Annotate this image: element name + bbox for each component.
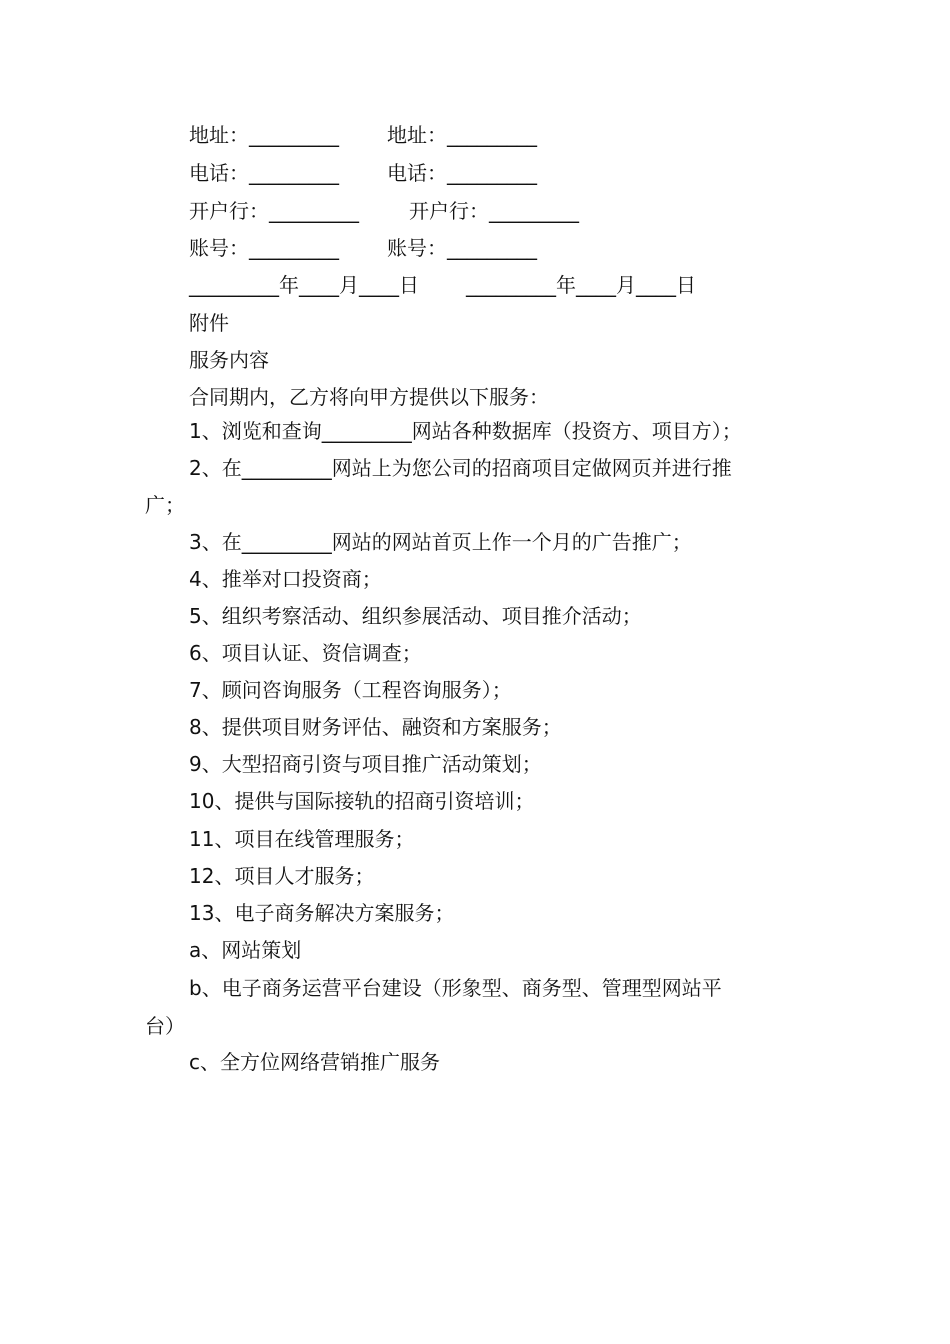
list-item: 9、大型招商引资与项目推广活动策划； [189, 752, 542, 776]
party-b-account: 账号：_________ [387, 236, 537, 260]
list-item-continuation: 广； [145, 493, 185, 517]
party-a-bank: 开户行：_________ [189, 199, 359, 223]
list-item: 11、项目在线管理服务； [189, 827, 415, 851]
list-item: 3、在_________网站的网站首页上作一个月的广告推广； [189, 530, 692, 554]
party-a-phone: 电话：_________ [189, 161, 339, 185]
list-item: 4、推举对口投资商； [189, 567, 382, 591]
list-item: 2、在_________网站上为您公司的招商项目定做网页并进行推 [189, 456, 732, 480]
list-item: a、网站策划 [189, 938, 302, 962]
appendix-subtitle: 服务内容 [189, 348, 269, 372]
list-item: 13、电子商务解决方案服务； [189, 901, 455, 925]
party-b-phone: 电话：_________ [387, 161, 537, 185]
party-a-address: 地址：_________ [189, 123, 339, 147]
party-a-date: _________年____月____日 [189, 273, 419, 297]
party-b-address: 地址：_________ [387, 123, 537, 147]
list-item: 1、浏览和查询_________网站各种数据库（投资方、项目方）； [189, 419, 742, 443]
party-b-date: _________年____月____日 [466, 273, 696, 297]
list-item: c、全方位网络营销推广服务 [189, 1050, 440, 1074]
list-item: 5、组织考察活动、组织参展活动、项目推介活动； [189, 604, 642, 628]
list-item-continuation: 台） [145, 1014, 185, 1038]
appendix-intro: 合同期内，乙方将向甲方提供以下服务： [189, 385, 549, 409]
list-item: 8、提供项目财务评估、融资和方案服务； [189, 715, 562, 739]
list-item: 12、项目人才服务； [189, 864, 375, 888]
party-b-bank: 开户行：_________ [409, 199, 579, 223]
list-item: 6、项目认证、资信调查； [189, 641, 422, 665]
list-item: b、电子商务运营平台建设（形象型、商务型、管理型网站平 [189, 976, 722, 1000]
list-item: 7、顾问咨询服务（工程咨询服务）； [189, 678, 512, 702]
list-item: 10、提供与国际接轨的招商引资培训； [189, 789, 535, 813]
party-a-account: 账号：_________ [189, 236, 339, 260]
appendix-title: 附件 [189, 311, 229, 335]
